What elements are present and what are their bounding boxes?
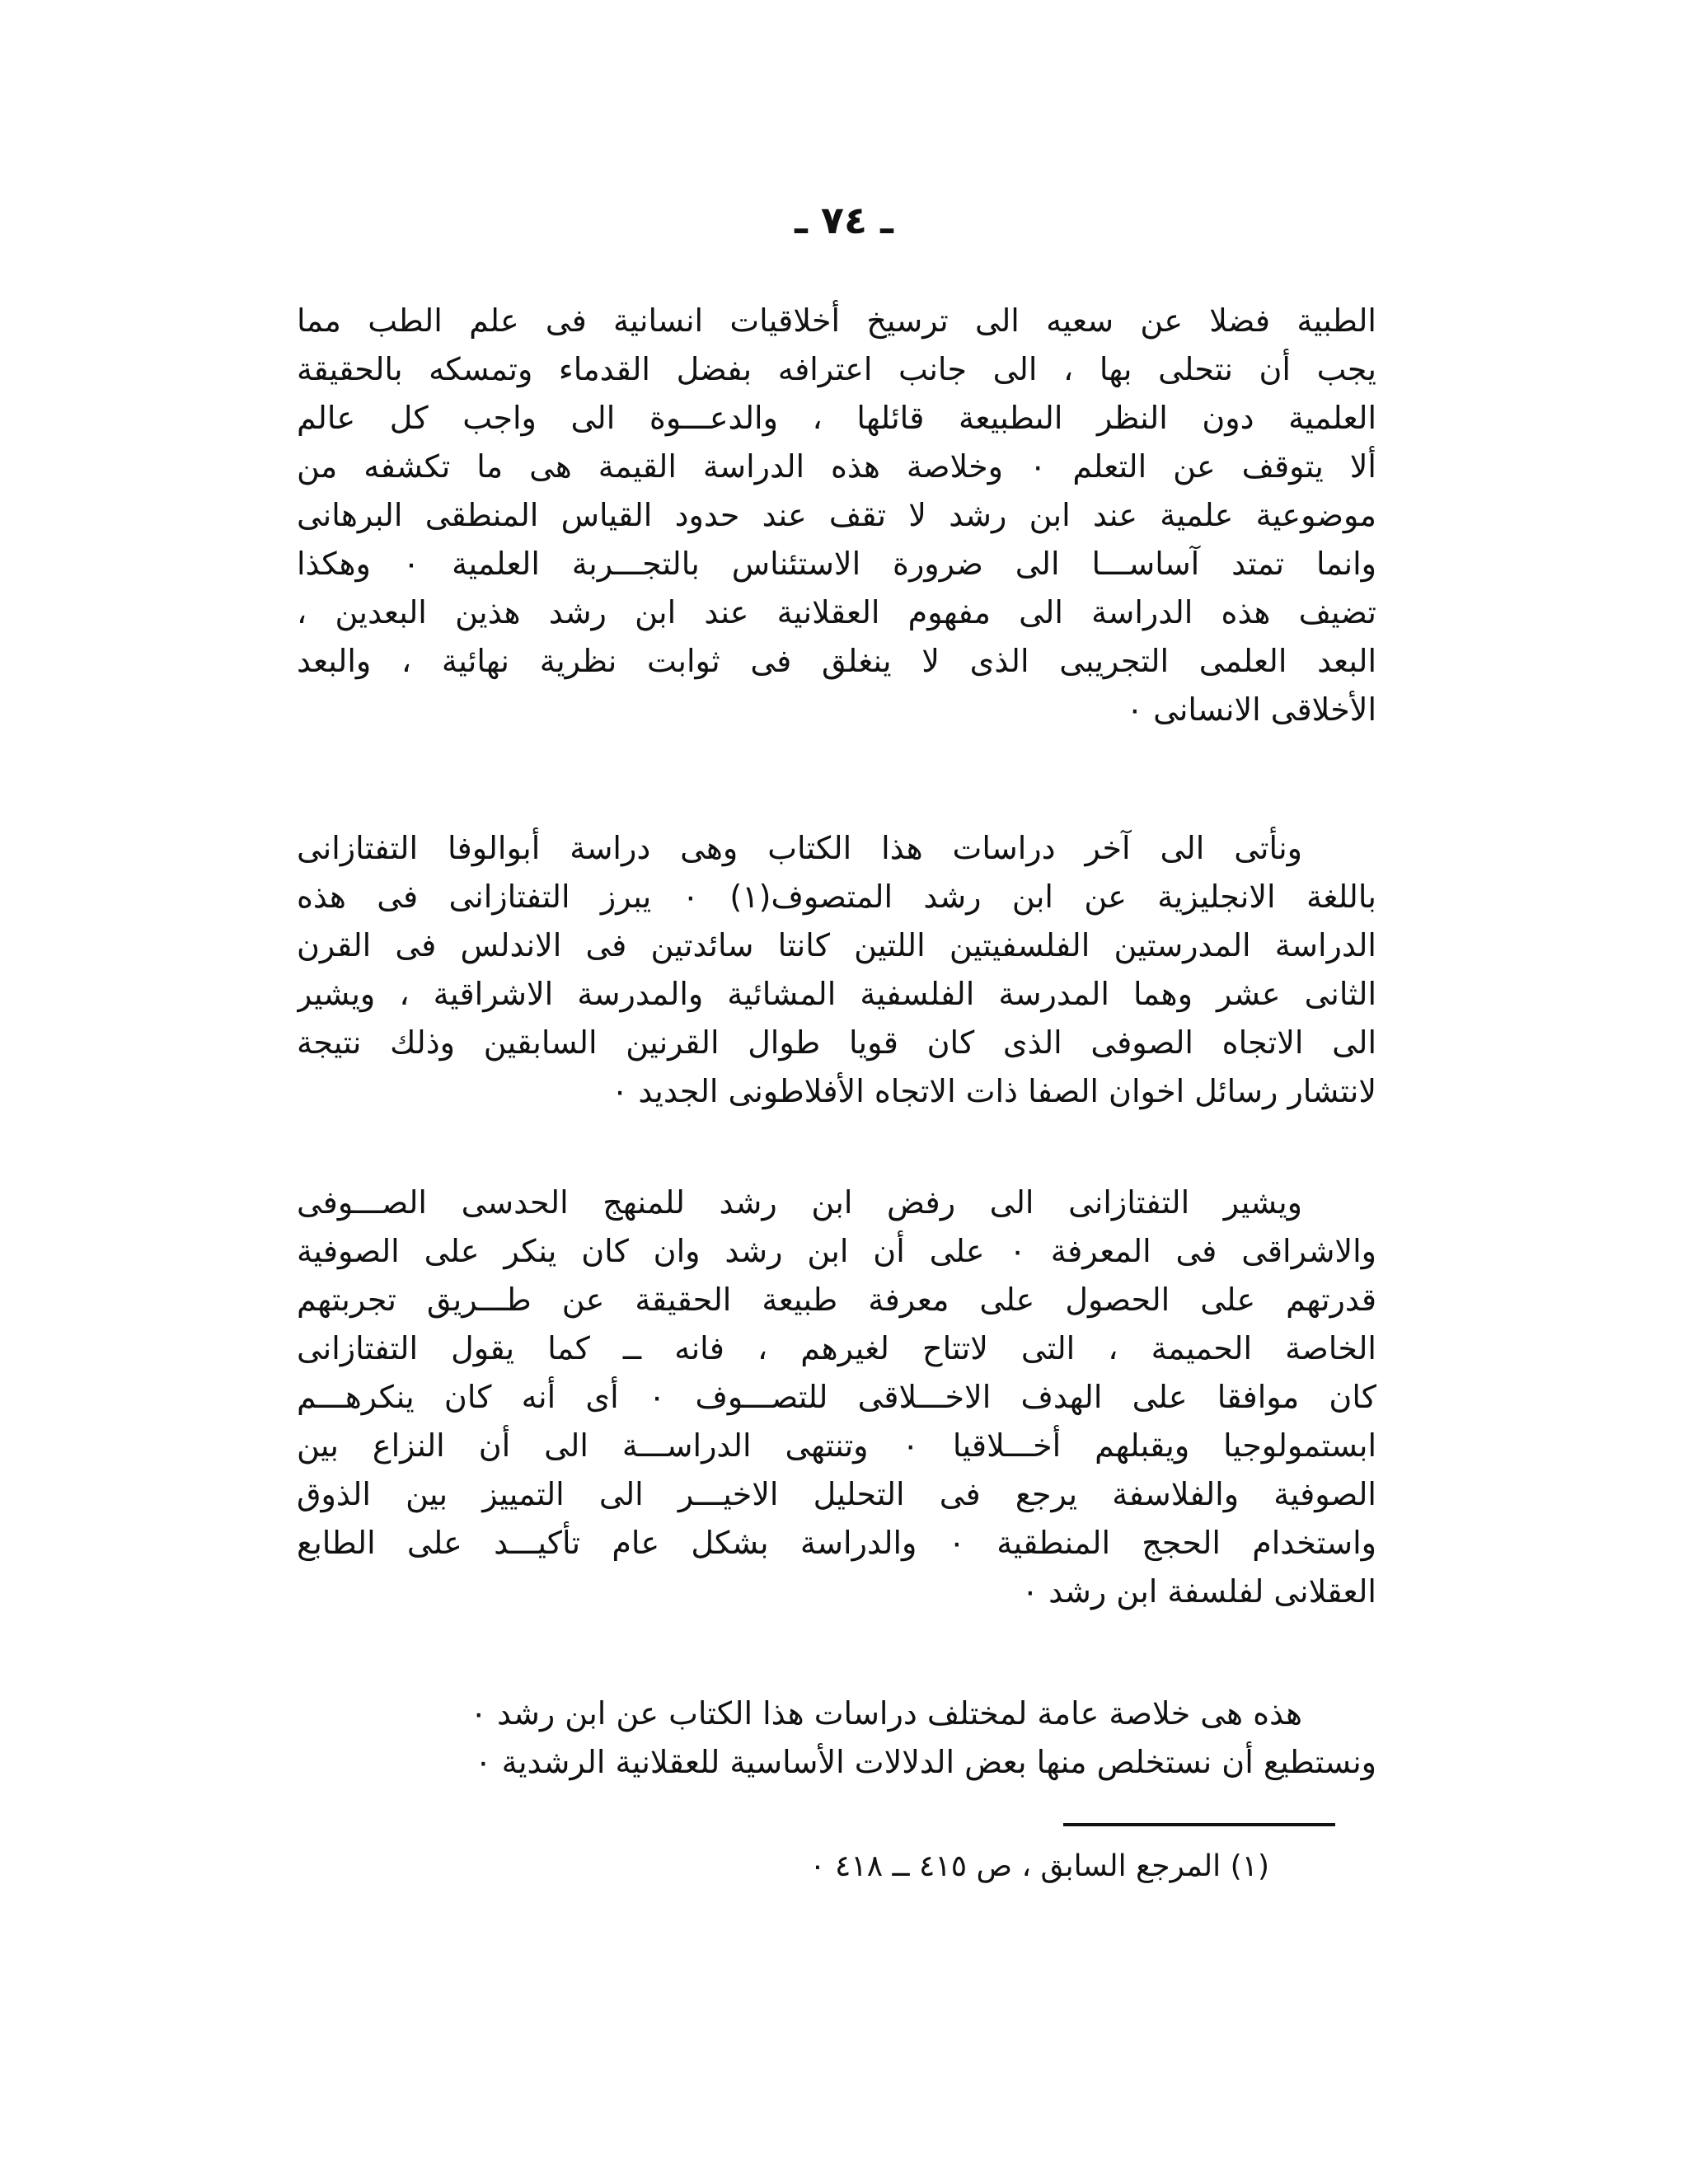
paragraph-3 <box>297 1179 1376 1616</box>
footnote: (١) المرجع السابق ، ص ٤١٥ ــ ٤١٨ ٠ <box>809 1849 1269 1883</box>
text-line: ابستمولوجيا ويقبلهم أخـــلاقيا ٠ وتنتهى الدراســـة الى أن النزاع بين <box>297 1427 1376 1464</box>
paragraph-2 <box>297 824 1376 1116</box>
paragraph-1 <box>297 297 1376 734</box>
text-line: تضيف هذه الدراسة الى مفهوم العقلانية عند ابن رشد هذين البعدين ، <box>297 594 1376 630</box>
text-line: الثانى عشر وهما المدرسة الفلسفية المشائية والمدرسة الاشراقية ، ويشير <box>297 976 1376 1012</box>
text-line: الصوفية والفلاسفة يرجع فى التحليل الاخيـــر الى التمييز بين الذوق <box>297 1476 1376 1512</box>
text-line: الطبية فضلا عن سعيه الى ترسيخ أخلاقيات انسانية فى علم الطب مما <box>297 302 1376 339</box>
text-line: واستخدام الحجج المنطقية ٠ والدراسة بشكل عام تأكيـــد على الطابع <box>297 1525 1376 1561</box>
text-line: العلمية دون النظر الىطبيعة قائلها ، والدعـــوة الى واجب كل عالم <box>297 400 1376 436</box>
text-line: لانتشار رسائل اخوان الصفا ذات الاتجاه الأفلاطونى الجديد ٠ <box>611 1073 1376 1109</box>
text-line: الأخلاقى الانسانى ٠ <box>1126 691 1376 728</box>
text-line: الخاصة الحميمة ، التى لاتتاح لغيرهم ، فانه ــ كما يقول التفتازانى <box>297 1330 1376 1366</box>
text-line: قدرتهم على الحصول على معرفة طبيعة الحقيقة عن طـــريق تجربتهم <box>297 1282 1376 1318</box>
paragraph-4 <box>297 1690 1376 1787</box>
footnote-divider <box>1063 1823 1335 1826</box>
text-line: البعد العلمى التجريبى الذى لا ينغلق فى ثوابت نظرية نهائية ، والبعد <box>297 643 1376 679</box>
main-text <box>297 297 1376 734</box>
page-number: ـ ٧٤ ـ <box>795 198 893 242</box>
text-line: الدراسة المدرستين الفلسفيتين اللتين كانتا سائدتين فى الاندلس فى القرن <box>297 927 1376 963</box>
main-text <box>297 824 1376 1116</box>
text-line: باللغة الانجليزية عن ابن رشد المتصوف(١) ٠ يبرز التفتازانى فى هذه <box>297 879 1376 915</box>
text-line: يجب أن نتحلى بها ، الى جانب اعترافه بفضل القدماء وتمسكه بالحقيقة <box>297 351 1376 387</box>
text-line: هذه هى خلاصة عامة لمختلف دراسات هذا الكتاب عن ابن رشد ٠ <box>470 1695 1302 1732</box>
text-line: ونأتى الى آخر دراسات هذا الكتاب وهى دراسة أبوالوفا التفتازانى <box>297 830 1302 866</box>
main-text <box>297 1179 1376 1616</box>
text-line: ألا يتوقف عن التعلم ٠ وخلاصة هذه الدراسة القيمة هى ما تكشفه من <box>297 448 1376 485</box>
text-line: العقلانى لفلسفة ابن رشد ٠ <box>1021 1573 1376 1610</box>
text-line: وانما تمتد آساســـا الى ضرورة الاستئناس بالتجـــربة العلمية ٠ وهكذا <box>297 546 1376 582</box>
text-line: ونستطيع أن نستخلص منها بعض الدلالات الأساسية للعقلانية الرشدية ٠ <box>475 1744 1376 1780</box>
text-line: الى الاتجاه الصوفى الذى كان قويا طوال القرنين السابقين وذلك نتيجة <box>297 1024 1376 1061</box>
main-text <box>297 1690 1376 1787</box>
text-line: ويشير التفتازانى الى رفض ابن رشد للمنهج الحدسى الصـــوفى <box>297 1184 1302 1221</box>
text-line: والاشراقى فى المعرفة ٠ على أن ابن رشد وان كان ينكر على الصوفية <box>297 1233 1376 1269</box>
text-line: كان موافقا على الهدف الاخـــلاقى للتصـــوف ٠ أى أنه كان ينكرهـــم <box>297 1379 1376 1415</box>
text-line: موضوعية علمية عند ابن رشد لا تقف عند حدود القياس المنطقى البرهانى <box>297 497 1376 533</box>
